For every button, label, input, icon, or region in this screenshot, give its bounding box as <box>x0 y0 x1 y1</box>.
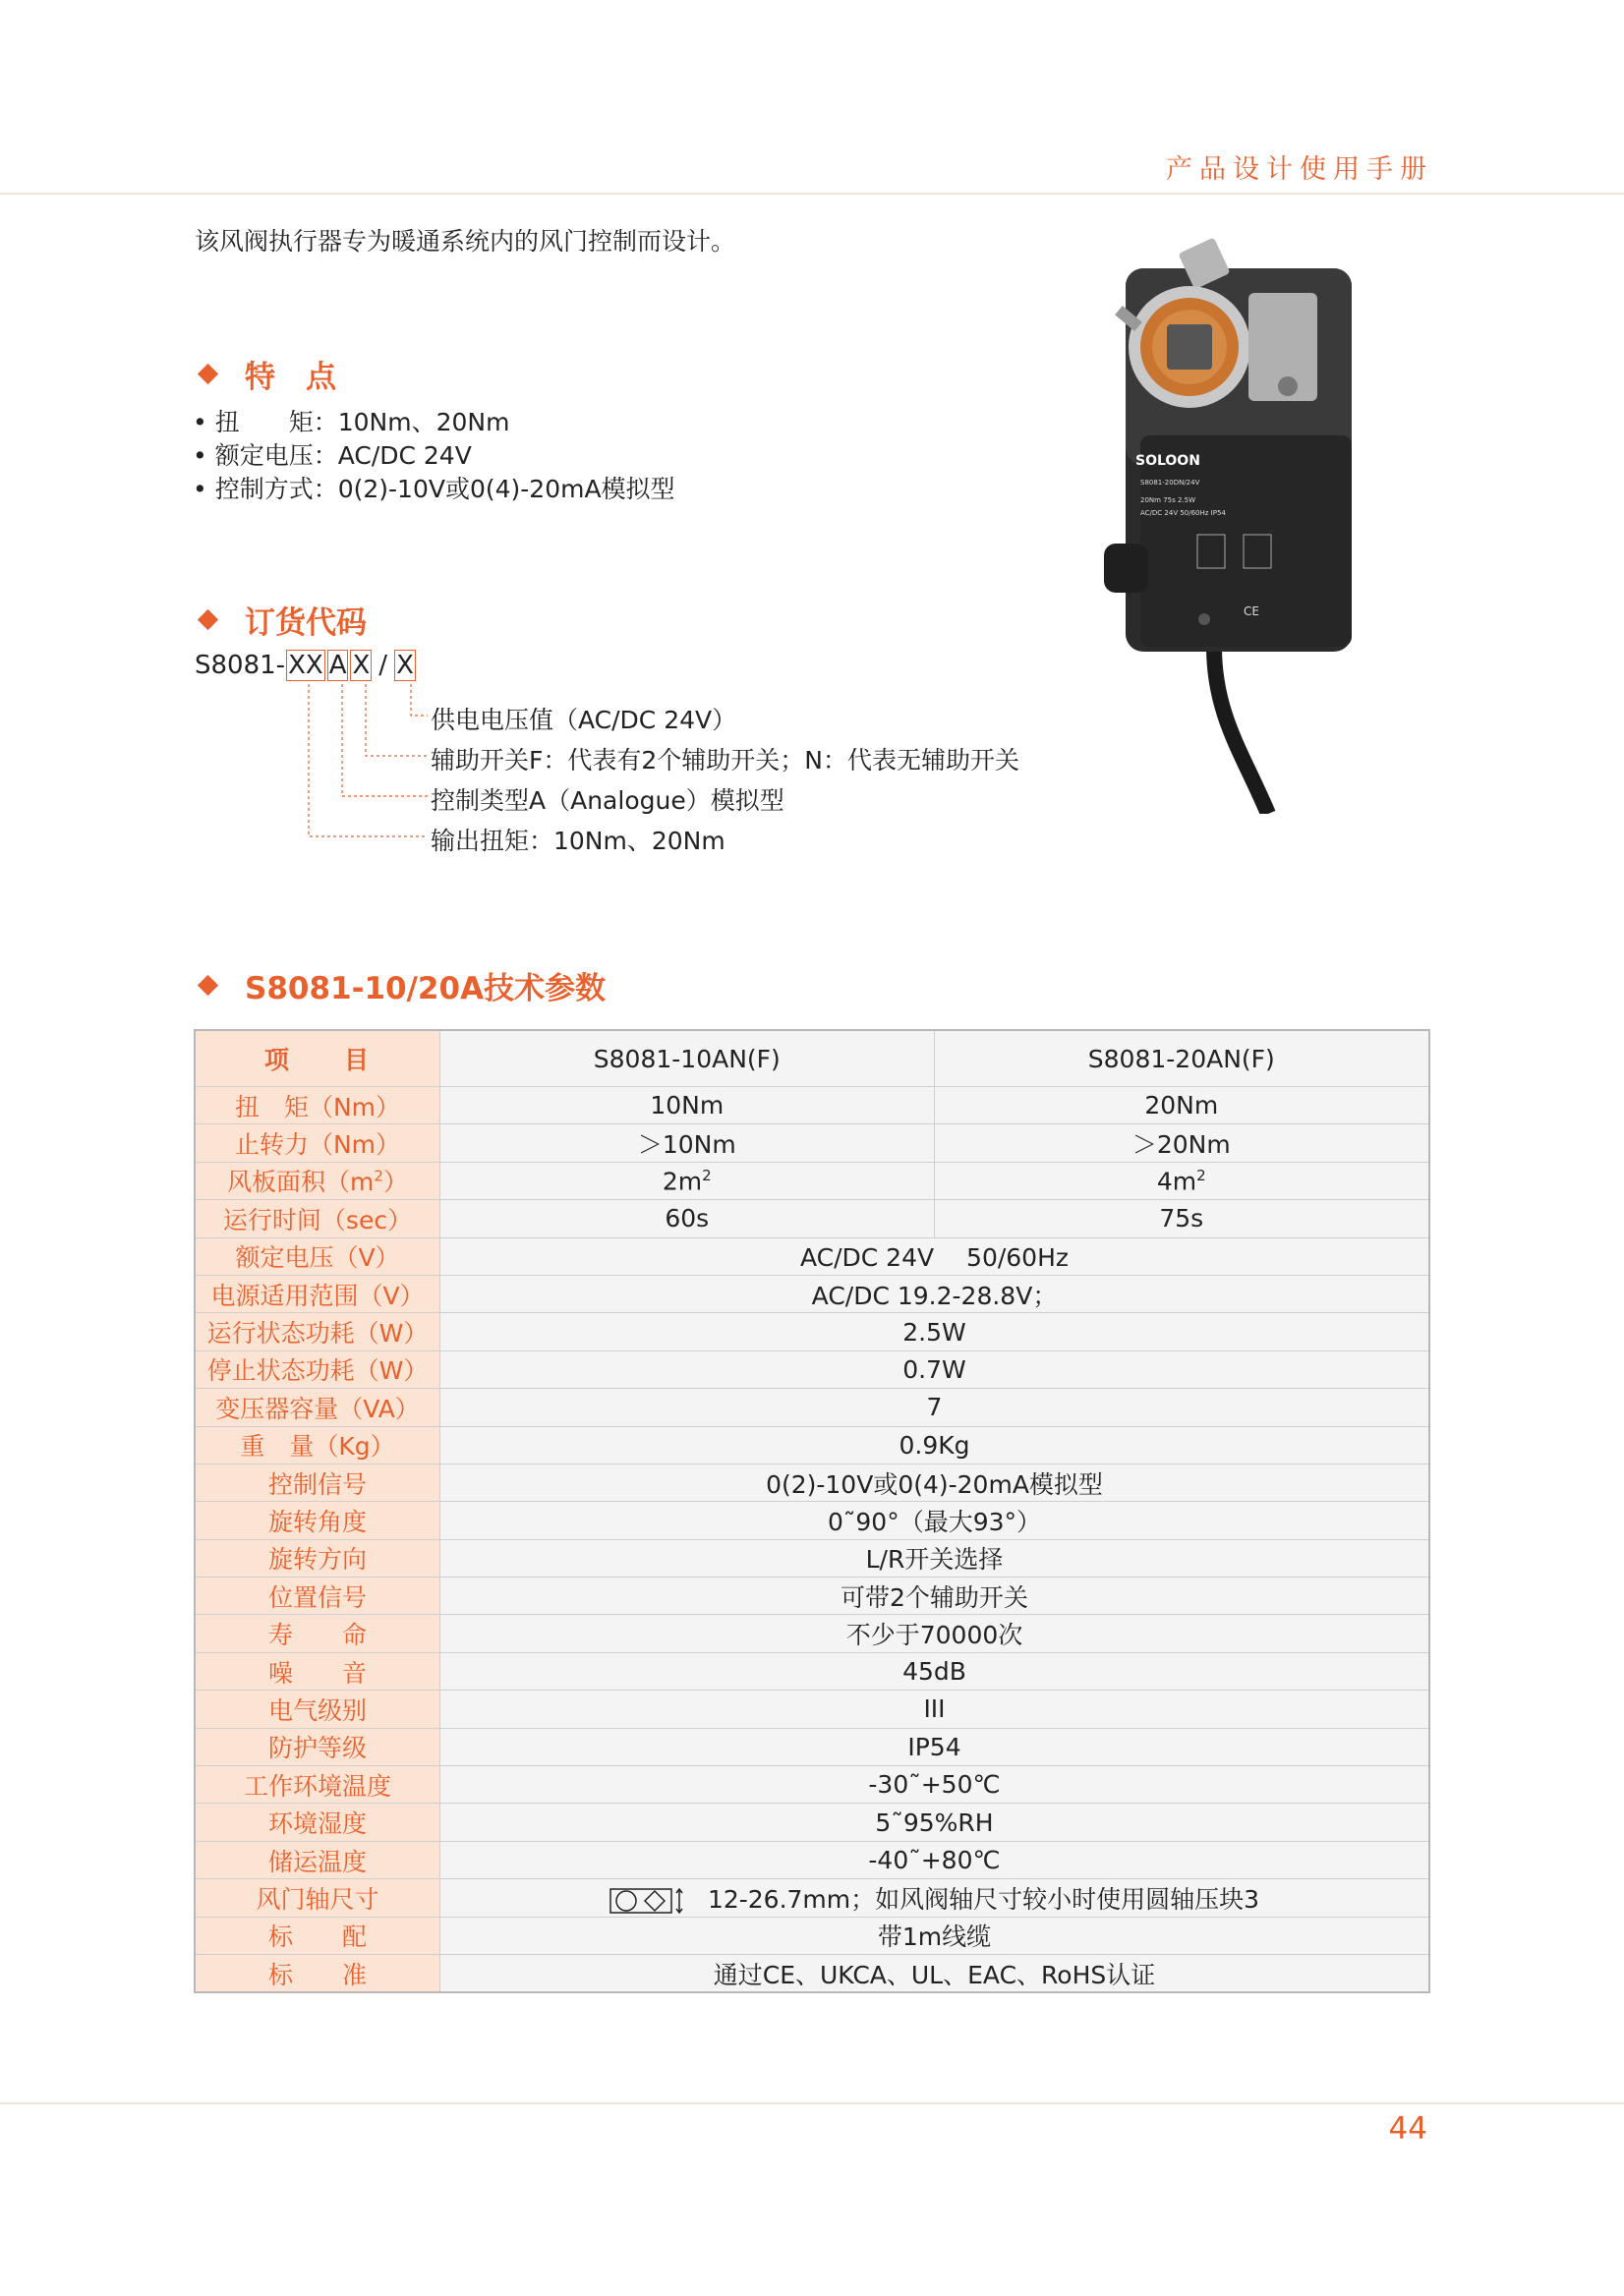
feature-item: • 控制方式： 0(2)-10V或0(4)-20mA模拟型 <box>193 475 675 503</box>
order-seg-voltage: X <box>396 651 414 680</box>
table-row: 环境湿度 5˜95%RH <box>195 1804 1429 1841</box>
table-row: 噪 音 45dB <box>195 1652 1429 1690</box>
order-desc-voltage: 供电电压值（AC/DC 24V） <box>431 706 737 734</box>
table-row: 旋转角度 0˜90°（最大93°） <box>195 1502 1429 1539</box>
table-row: 运行状态功耗（W） 2.5W <box>195 1313 1429 1350</box>
order-desc-type: 控制类型A（Analogue）模拟型 <box>431 786 784 815</box>
diamond-bullet-icon <box>198 975 218 996</box>
spec-heading <box>201 963 606 1007</box>
table-row: 控制信号 0(2)-10V或0(4)-20mA模拟型 <box>195 1464 1429 1501</box>
table-row: 运行时间（sec） 60s 75s <box>195 1200 1429 1237</box>
product-ce-mark: CE <box>1244 604 1259 618</box>
table-row: 变压器容量（VA） 7 <box>195 1389 1429 1426</box>
order-seg-torque: XX <box>288 651 323 680</box>
order-seg-switch: X <box>352 651 371 680</box>
order-desc-switch: 辅助开关F：代表有2个辅助开关；N：代表无辅助开关 <box>431 746 1019 775</box>
table-row: 防护等级 IP54 <box>195 1728 1429 1765</box>
spec-table <box>194 1029 1430 1993</box>
table-row: 储运温度 -40˜+80℃ <box>195 1841 1429 1878</box>
footer-divider <box>0 2102 1624 2104</box>
order-prefix: S8081- <box>195 651 286 680</box>
product-brand: SOLOON <box>1135 453 1200 469</box>
table-row: 停止状态功耗（W） 0.7W <box>195 1350 1429 1388</box>
header-title: 产品设计使用手册 <box>1166 154 1433 185</box>
table-row: 标 准 通过CE、UKCA、UL、EAC、RoHS认证 <box>195 1954 1429 1992</box>
intro-text: 该风阀执行器专为暖通系统内的风门控制而设计。 <box>195 227 736 256</box>
table-row: 额定电压（V） AC/DC 24V 50/60Hz <box>195 1237 1429 1275</box>
spec-title: S8081-10/20A技术参数 <box>245 971 607 1006</box>
header-col1: S8081-10AN(F) <box>440 1030 935 1087</box>
shaft-shape-icon <box>609 1886 684 1916</box>
table-row: 止转力（Nm） ＞10Nm ＞20Nm <box>195 1124 1429 1162</box>
order-slash: / <box>378 651 388 680</box>
order-title: 订货代码 <box>245 605 367 641</box>
table-row: 旋转方向 L/R开关选择 <box>195 1539 1429 1577</box>
table-row: 重 量（Kg） 0.9Kg <box>195 1426 1429 1464</box>
header-label: 项 目 <box>195 1030 440 1087</box>
table-row: 风门轴尺寸 12-26.7mm；如风阀轴尺寸较小时使用圆轴压块3 <box>195 1879 1429 1917</box>
page-number: 44 <box>1388 2111 1427 2147</box>
product-spec-line2: AC/DC 24V 50/60Hz IP54 <box>1140 509 1226 517</box>
product-model: S8081-20DN/24V <box>1140 479 1200 487</box>
table-row: 扭 矩（Nm） 10Nm 20Nm <box>195 1087 1429 1124</box>
feature-item: • 扭 矩： 10Nm、20Nm <box>193 408 510 436</box>
order-seg-type: A <box>328 651 347 680</box>
order-desc-torque: 输出扭矩：10Nm、20Nm <box>431 827 725 855</box>
table-row: 电气级别 III <box>195 1691 1429 1728</box>
table-row: 风板面积$(m^2)$ $2m^2$ $4m^2$ <box>195 1162 1429 1199</box>
table-row: 工作环境温度 -30˜+50℃ <box>195 1766 1429 1804</box>
header-col2: S8081-20AN(F) <box>934 1030 1429 1087</box>
actuator-product-image <box>1096 224 1391 814</box>
product-spec-line1: 20Nm 75s 2.5W <box>1140 496 1196 504</box>
table-row: 寿 命 不少于70000次 <box>195 1615 1429 1652</box>
feature-item: • 额定电压： AC/DC 24V <box>193 441 472 470</box>
features-title: 特 点 <box>245 360 336 395</box>
table-row: 标 配 带1m线缆 <box>195 1917 1429 1954</box>
table-row: 电源适用范围（V） AC/DC 19.2-28.8V； <box>195 1275 1429 1312</box>
table-header-row <box>195 1030 1429 1087</box>
table-row: 位置信号 可带2个辅助开关 <box>195 1578 1429 1615</box>
